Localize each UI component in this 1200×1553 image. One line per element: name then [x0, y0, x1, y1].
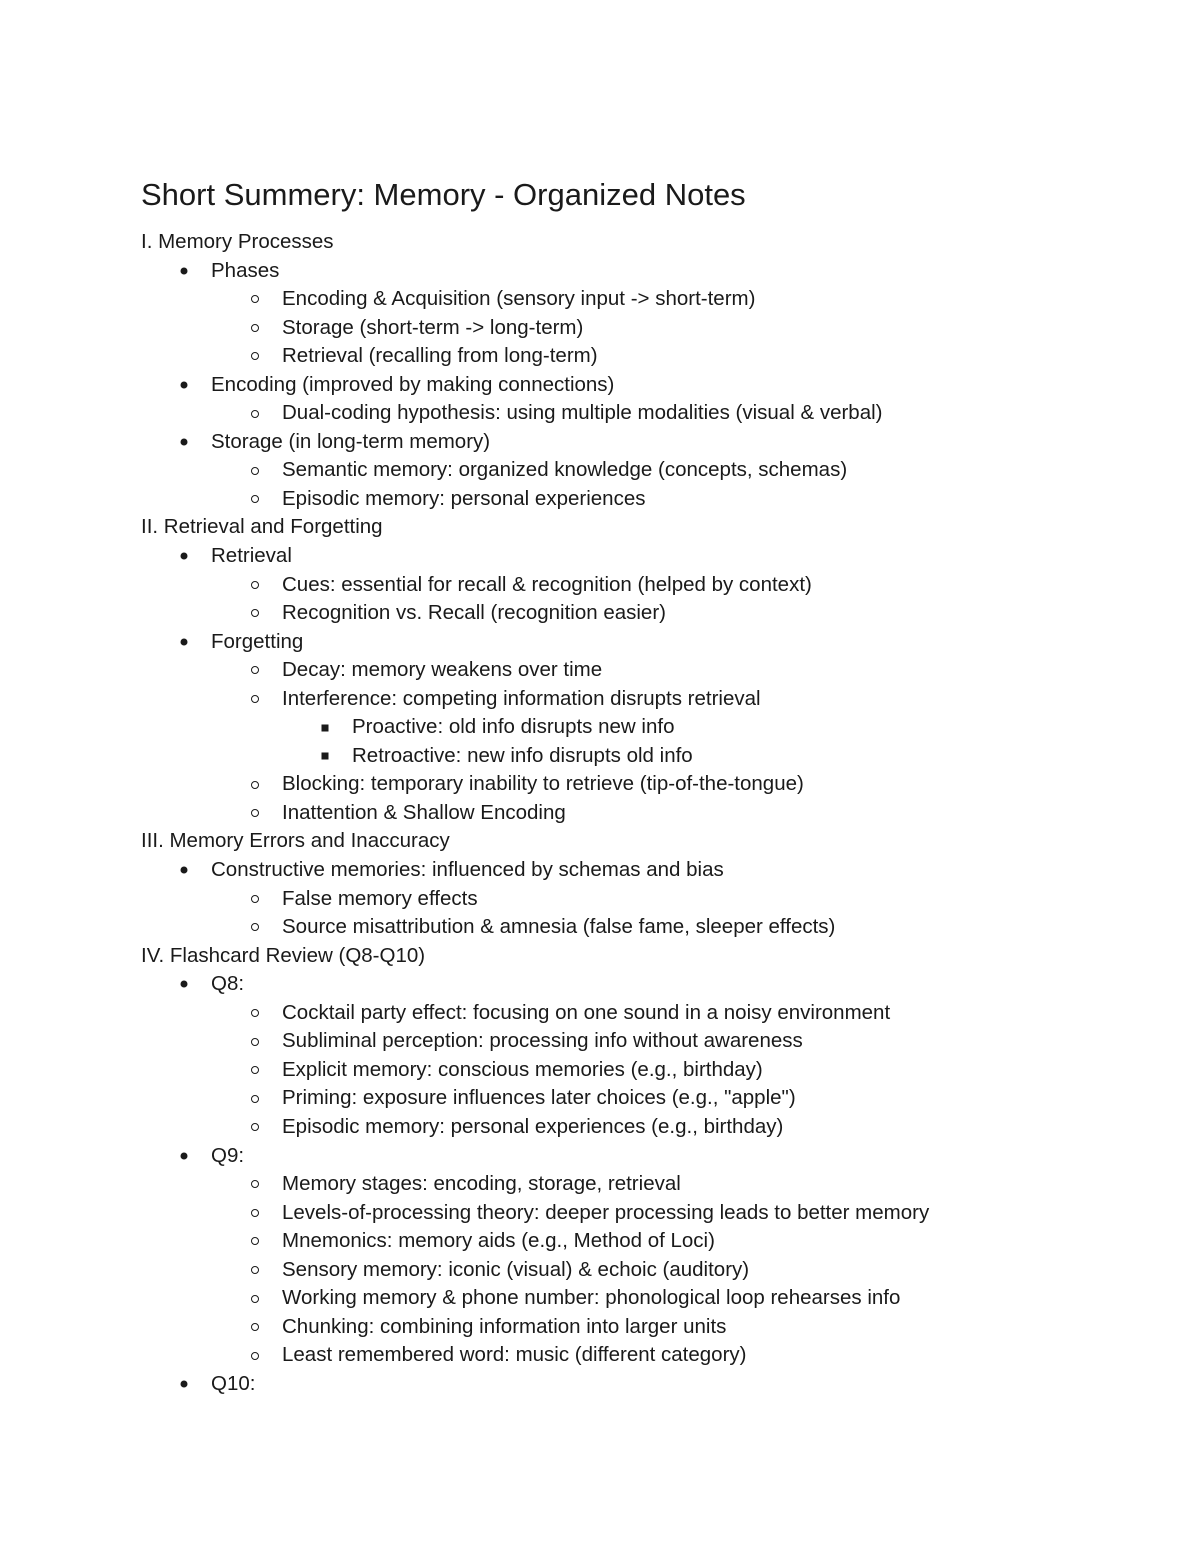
- list-item-text: Storage (short-term -> long-term): [282, 315, 584, 339]
- list-item: [141, 542, 1141, 571]
- section-heading: [141, 827, 1141, 856]
- filled-bullet-icon: [181, 1152, 188, 1159]
- hollow-bullet-icon: [251, 1352, 259, 1360]
- hollow-bullet-icon: [251, 410, 259, 418]
- filled-bullet-icon: [181, 867, 188, 874]
- hollow-bullet-icon: [251, 1009, 259, 1017]
- list-item: [141, 1227, 1141, 1256]
- hollow-bullet-icon: [251, 695, 259, 703]
- filled-bullet-icon: [181, 439, 188, 446]
- list-item: [141, 1170, 1141, 1199]
- hollow-bullet-icon: [251, 1237, 259, 1245]
- list-item: [141, 799, 1141, 828]
- list-item: [141, 1284, 1141, 1313]
- list-item-text: False memory effects: [282, 886, 478, 910]
- hollow-bullet-icon: [251, 324, 259, 332]
- hollow-bullet-icon: [251, 467, 259, 475]
- list-item-text: Semantic memory: organized knowledge (concepts, schemas): [282, 458, 848, 482]
- list-item: [141, 371, 1141, 400]
- filled-bullet-icon: [181, 638, 188, 645]
- list-item-text: Recognition vs. Recall (recognition easier): [282, 601, 666, 625]
- list-item: [141, 456, 1141, 485]
- list-item-text: II. Retrieval and Forgetting: [141, 515, 383, 539]
- hollow-bullet-icon: [251, 1209, 259, 1217]
- list-item: [141, 713, 1141, 742]
- list-item: [141, 885, 1141, 914]
- list-item-text: Mnemonics: memory aids (e.g., Method of Loci): [282, 1229, 715, 1253]
- list-item: [141, 1256, 1141, 1285]
- list-item: [141, 1313, 1141, 1342]
- hollow-bullet-icon: [251, 1038, 259, 1046]
- hollow-bullet-icon: [251, 295, 259, 303]
- list-item-text: IV. Flashcard Review (Q8-Q10): [141, 943, 426, 967]
- list-item: [141, 1113, 1141, 1142]
- list-item: [141, 685, 1141, 714]
- list-item-text: Encoding (improved by making connections): [211, 372, 615, 396]
- square-bullet-icon: [322, 753, 329, 760]
- list-item: [141, 656, 1141, 685]
- list-item-text: Cocktail party effect: focusing on one sound in a noisy environment: [282, 1000, 891, 1024]
- list-item-text: Explicit memory: conscious memories (e.g., birthday): [282, 1057, 763, 1081]
- list-item-text: Cues: essential for recall & recognition (helped by context): [282, 572, 812, 596]
- hollow-bullet-icon: [251, 609, 259, 617]
- list-item-text: Retrieval: [211, 544, 292, 568]
- list-item: [141, 1056, 1141, 1085]
- section-heading: [141, 942, 1141, 971]
- hollow-bullet-icon: [251, 809, 259, 817]
- filled-bullet-icon: [181, 382, 188, 389]
- filled-bullet-icon: [181, 553, 188, 560]
- document-title: Short Summery: Memory - Organized Notes: [141, 177, 746, 212]
- list-item: [141, 742, 1141, 771]
- list-item: [141, 314, 1141, 343]
- hollow-bullet-icon: [251, 923, 259, 931]
- list-item: [141, 913, 1141, 942]
- list-item: [141, 970, 1141, 999]
- list-item-text: Blocking: temporary inability to retrieve (tip-of-the-tongue): [282, 772, 804, 796]
- list-item: [141, 571, 1141, 600]
- list-item: [141, 999, 1141, 1028]
- hollow-bullet-icon: [251, 1295, 259, 1303]
- list-item-text: Q10:: [211, 1371, 256, 1395]
- list-item-text: Sensory memory: iconic (visual) & echoic (auditory): [282, 1257, 750, 1281]
- list-item-text: Forgetting: [211, 629, 304, 653]
- list-item-text: Retroactive: new info disrupts old info: [352, 743, 693, 767]
- list-item-text: Memory stages: encoding, storage, retrieval: [282, 1172, 681, 1196]
- hollow-bullet-icon: [251, 666, 259, 674]
- list-item-text: Storage (in long-term memory): [211, 429, 491, 453]
- hollow-bullet-icon: [251, 352, 259, 360]
- list-item-text: Levels-of-processing theory: deeper processing leads to better memory: [282, 1200, 930, 1224]
- hollow-bullet-icon: [251, 1066, 259, 1074]
- list-item: [141, 1199, 1141, 1228]
- notes-outline: [141, 228, 1141, 1398]
- list-item-text: Constructive memories: influenced by schemas and bias: [211, 858, 724, 882]
- list-item: [141, 399, 1141, 428]
- section-heading: [141, 513, 1141, 542]
- hollow-bullet-icon: [251, 1266, 259, 1274]
- list-item-text: Proactive: old info disrupts new info: [352, 715, 675, 739]
- list-item-text: Least remembered word: music (different category): [282, 1343, 747, 1367]
- list-item: [141, 856, 1141, 885]
- list-item: [141, 342, 1141, 371]
- list-item-text: Source misattribution & amnesia (false fame, sleeper effects): [282, 915, 836, 939]
- list-item: [141, 599, 1141, 628]
- filled-bullet-icon: [181, 981, 188, 988]
- list-item-text: Episodic memory: personal experiences (e.g., birthday): [282, 1114, 784, 1138]
- list-item-text: Phases: [211, 258, 280, 282]
- section-heading: [141, 228, 1141, 257]
- hollow-bullet-icon: [251, 895, 259, 903]
- filled-bullet-icon: [181, 1381, 188, 1388]
- filled-bullet-icon: [181, 267, 188, 274]
- list-item-text: Interference: competing information disrupts retrieval: [282, 686, 761, 710]
- hollow-bullet-icon: [251, 495, 259, 503]
- list-item-text: Decay: memory weakens over time: [282, 658, 603, 682]
- list-item-text: Priming: exposure influences later choices (e.g., "apple"): [282, 1086, 796, 1110]
- hollow-bullet-icon: [251, 1180, 259, 1188]
- list-item: [141, 628, 1141, 657]
- list-item: [141, 1027, 1141, 1056]
- list-item: [141, 285, 1141, 314]
- list-item-text: Inattention & Shallow Encoding: [282, 800, 566, 824]
- list-item: [141, 428, 1141, 457]
- list-item-text: Q8:: [211, 972, 245, 996]
- list-item: [141, 1142, 1141, 1171]
- hollow-bullet-icon: [251, 581, 259, 589]
- list-item-text: Encoding & Acquisition (sensory input -> short-term): [282, 287, 756, 311]
- list-item: [141, 1370, 1141, 1399]
- list-item: [141, 1084, 1141, 1113]
- list-item-text: Working memory & phone number: phonological loop rehearses info: [282, 1286, 901, 1310]
- hollow-bullet-icon: [251, 1323, 259, 1331]
- hollow-bullet-icon: [251, 781, 259, 789]
- hollow-bullet-icon: [251, 1095, 259, 1103]
- list-item: [141, 770, 1141, 799]
- list-item-text: Subliminal perception: processing info without awareness: [282, 1029, 803, 1053]
- list-item-text: Retrieval (recalling from long-term): [282, 344, 598, 368]
- square-bullet-icon: [322, 724, 329, 731]
- list-item-text: Dual-coding hypothesis: using multiple modalities (visual & verbal): [282, 401, 883, 425]
- list-item: [141, 485, 1141, 514]
- list-item: [141, 257, 1141, 286]
- list-item: [141, 1341, 1141, 1370]
- list-item-text: Q9:: [211, 1143, 245, 1167]
- hollow-bullet-icon: [251, 1123, 259, 1131]
- list-item-text: III. Memory Errors and Inaccuracy: [141, 829, 450, 853]
- list-item-text: I. Memory Processes: [141, 230, 334, 253]
- list-item-text: Episodic memory: personal experiences: [282, 486, 646, 510]
- list-item-text: Chunking: combining information into larger units: [282, 1314, 727, 1338]
